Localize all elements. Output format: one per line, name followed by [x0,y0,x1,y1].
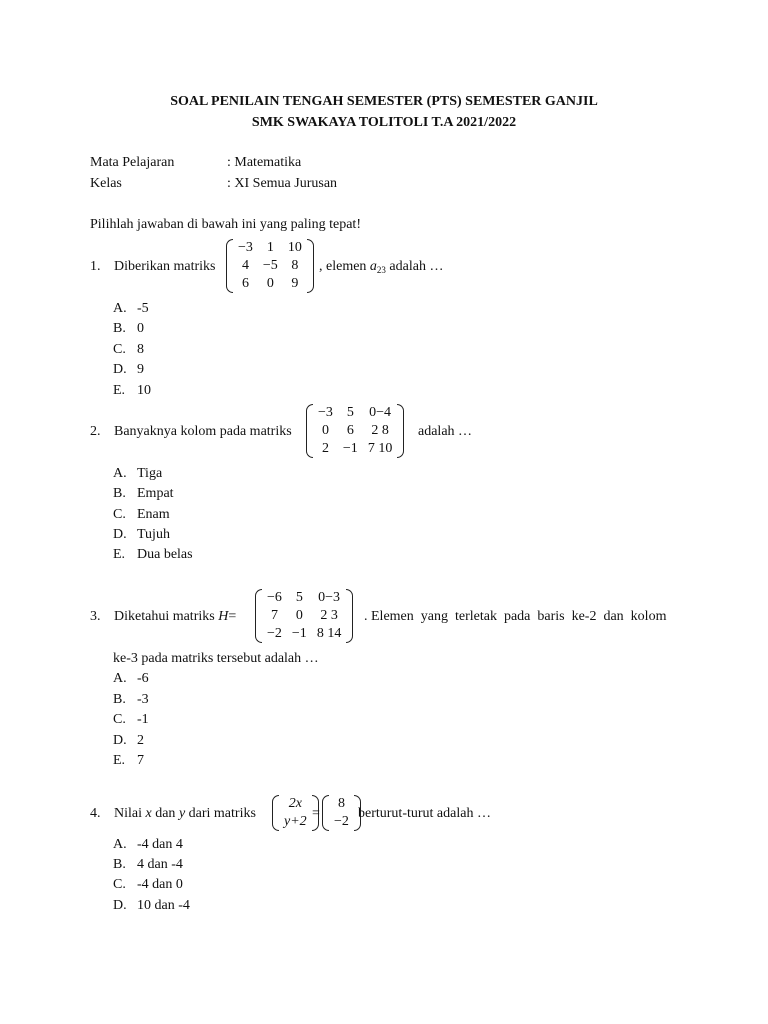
option-b[interactable] [113,486,174,502]
matrix-cell: 0−4 [369,405,392,420]
matrix-table [233,239,307,293]
matrix-cell: −3 [318,405,333,420]
question-text: Banyaknya kolom pada matriks [114,424,292,439]
matrix-cell: 2 8 [371,423,389,438]
q3-matrix [255,589,353,643]
option-text: 10 dan -4 [137,898,190,913]
subject-label: Mata Pelajaran [90,155,175,170]
question-text: adalah … [389,259,444,274]
option-letter: A. [113,301,127,316]
option-a[interactable] [113,671,149,687]
option-d[interactable] [113,733,144,749]
option-letter: D. [113,362,127,377]
option-text: -4 dan 4 [137,837,183,852]
option-text: Dua belas [137,547,193,562]
matrix-cell: −3 [238,240,253,255]
option-e[interactable] [113,753,144,769]
matrix-cell: 2 3 [320,608,338,623]
matrix-cell: 6 [241,276,249,291]
option-text: Tujuh [137,527,170,542]
option-c[interactable] [113,712,149,728]
matrix-cell: 0 [321,423,329,438]
option-letter: A. [113,671,127,686]
question-2-stem [90,424,292,440]
matrix-cell: 4 [241,258,249,273]
option-b[interactable] [113,321,144,337]
option-text: -6 [137,671,149,686]
option-text: 8 [137,342,144,357]
matrix-cell: 0 [266,276,274,291]
option-c[interactable] [113,877,183,893]
equals-sign: = [228,609,237,624]
matrix-cell: 5 [346,405,354,420]
question-text: Diberikan matriks [114,259,216,274]
matrix-cell: 2x [288,796,302,811]
option-letter: B. [113,857,126,872]
option-letter: E. [113,753,126,768]
option-text: -3 [137,692,149,707]
matrix-cell: 8 14 [316,626,342,641]
question-1-tail [319,259,443,275]
question-4-stem [90,806,256,822]
class-value: : XI Semua Jurusan [227,176,338,191]
exam-title: SOAL PENILAIN TENGAH SEMESTER (PTS) SEMESTER GANJIL [170,94,598,109]
option-b[interactable] [113,857,183,873]
option-e[interactable] [113,383,151,399]
option-text: 9 [137,362,144,377]
question-4-tail: berturut-turut adalah … [358,806,491,821]
matrix-cell: −1 [342,441,358,456]
matrix-cell: 8 [337,796,345,811]
question-2-tail: adalah … [418,424,473,439]
option-text: Empat [137,486,174,501]
matrix-cell: 0−3 [318,590,341,605]
option-d[interactable] [113,362,144,378]
matrix-cell: 9 [291,276,299,291]
var-y: y [178,806,186,821]
option-letter: B. [113,321,126,336]
matrix-table [313,404,397,458]
option-letter: C. [113,342,126,357]
element-subscript: 23 [376,265,386,275]
option-text: -4 dan 0 [137,877,183,892]
question-1-stem [90,259,215,275]
option-text: 10 [137,383,151,398]
matrix-cell: 6 [346,423,354,438]
matrix-cell: 0 [295,608,303,623]
matrix-cell: −2 [267,626,282,641]
option-text: Enam [137,507,170,522]
element-var: a [369,259,377,274]
question-text: dan [155,806,176,821]
option-text: 7 [137,753,144,768]
option-letter: E. [113,547,126,562]
question-3-line2: ke-3 pada matriks tersebut adalah … [113,651,319,666]
subject-value: : Matematika [227,155,302,170]
matrix-cell: −2 [334,814,349,829]
matrix-cell: 2 [321,441,329,456]
option-text: 4 dan -4 [137,857,183,872]
matrix-cell: y+2 [284,814,307,829]
option-d[interactable] [113,898,190,914]
option-a[interactable] [113,466,162,482]
option-a[interactable] [113,301,149,317]
school-title: SMK SWAKAYA TOLITOLI T.A 2021/2022 [251,115,517,130]
option-c[interactable] [113,342,144,358]
option-b[interactable] [113,692,149,708]
question-3-stem [90,609,236,625]
matrix-cell: 5 [295,590,303,605]
option-letter: D. [113,527,127,542]
option-text: Tiga [137,466,163,481]
option-text: 2 [137,733,144,748]
option-text: -1 [137,712,149,727]
matrix-cell: −6 [267,590,282,605]
option-text: 0 [137,321,144,336]
option-letter: A. [113,466,127,481]
question-number: 2. [90,424,101,439]
instruction: Pilihlah jawaban di bawah ini yang paling tepat! [90,217,361,232]
option-e[interactable] [113,547,193,563]
option-letter: C. [113,877,126,892]
question-3-tail: . Elemen yang terletak pada baris ke-2 dan kolom [364,609,667,624]
matrix-cell: −1 [291,626,307,641]
option-d[interactable] [113,527,170,543]
q2-matrix [306,404,404,458]
option-a[interactable] [113,837,183,853]
question-number: 1. [90,259,101,274]
option-letter: C. [113,507,126,522]
matrix-cell: 7 [270,608,278,623]
equals-sign: = [312,806,320,821]
option-c[interactable] [113,507,170,523]
option-letter: D. [113,898,127,913]
question-text: dari matriks [188,806,256,821]
q4-right-matrix [322,795,361,831]
class-label: Kelas [90,176,122,191]
matrix-cell: 10 [287,240,302,255]
matrix-cell: 8 [291,258,299,273]
question-text: Nilai [114,806,142,821]
option-letter: D. [113,733,127,748]
question-text: , elemen [319,259,367,274]
matrix-table [329,795,354,831]
option-letter: C. [113,712,126,727]
question-text: Diketahui matriks [114,609,215,624]
matrix-cell: 1 [266,240,274,255]
question-number: 4. [90,806,101,821]
matrix-cell: −5 [262,258,278,273]
option-letter: A. [113,837,127,852]
matrix-name: H [218,609,229,624]
var-x: x [145,806,152,821]
option-text: -5 [137,301,149,316]
option-letter: B. [113,692,126,707]
question-number: 3. [90,609,101,624]
matrix-cell: 7 10 [367,441,393,456]
matrix-table [262,589,346,643]
q1-matrix [226,239,314,293]
matrix-table [279,795,312,831]
option-letter: E. [113,383,126,398]
option-letter: B. [113,486,126,501]
